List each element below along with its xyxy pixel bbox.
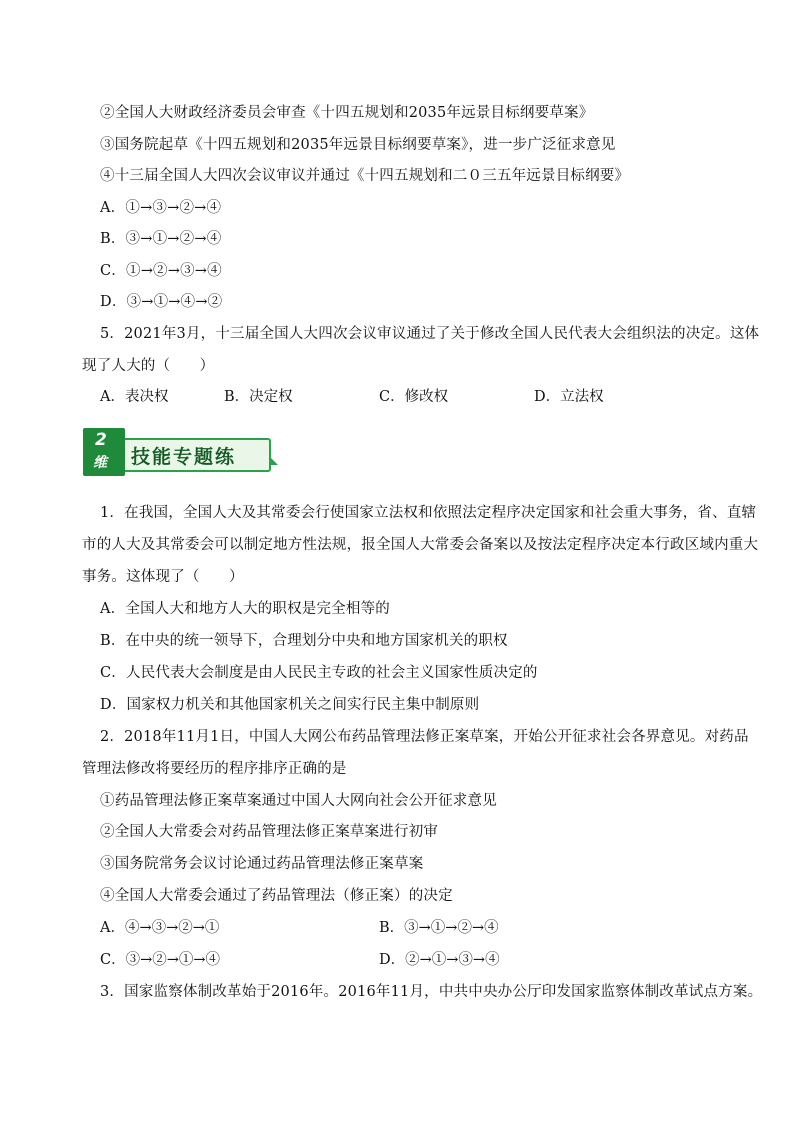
s1-stem-line-3: 事务。这体现了（ ） <box>82 569 244 585</box>
s1-stem-line-2: 市的人大及其常委会可以制定地方性法规，报全国人大常委会备案以及按法定程序决定本行政区域内重大 <box>82 537 759 553</box>
section-banner-bar <box>119 438 271 472</box>
q4-item-4: ④十三届全国人大四次会议审议并通过《十四五规划和二０三五年远景目标纲要》 <box>100 168 630 184</box>
q5-choice-d: D．立法权 <box>534 389 604 405</box>
q4-item-2: ②全国人大财政经济委员会审查《十四五规划和2035年远景目标纲要草案》 <box>100 105 594 121</box>
q4-choice-c: C．①→②→③→④ <box>100 263 222 279</box>
q4-choice-b: B．③→①→②→④ <box>100 231 222 247</box>
s2-item-1: ①药品管理法修正案草案通过中国人大网向社会公开征求意见 <box>100 793 497 809</box>
s2-choice-d: D．②→①→③→④ <box>379 952 500 968</box>
s2-choice-c: C．③→②→①→④ <box>100 952 221 968</box>
s1-choice-d: D．国家权力机关和其他国家机关之间实行民主集中制原则 <box>100 697 480 713</box>
s2-item-2: ②全国人大常委会对药品管理法修正案草案进行初审 <box>100 824 439 840</box>
s2-stem-line-1: 2．2018年11月1日，中国人大网公布药品管理法修正案草案，开始公开征求社会各界意见。对药品 <box>100 729 749 745</box>
q5-choice-a: A．表决权 <box>100 389 169 405</box>
section-number: 2 <box>95 430 107 450</box>
section-banner <box>83 428 278 476</box>
s1-choice-b: B．在中央的统一领导下，合理划分中央和地方国家机关的职权 <box>100 633 508 649</box>
q4-choice-d: D．③→①→④→② <box>100 294 223 310</box>
q4-choice-a: A．①→③→②→④ <box>100 200 222 216</box>
s2-choice-a: A．④→③→②→① <box>100 920 220 936</box>
q5-choice-b: B．决定权 <box>224 389 293 405</box>
section-badge <box>83 428 125 476</box>
q5-stem-line-2: 现了人大的（ ） <box>82 358 215 374</box>
s3-stem-line-1: 3．国家监察体制改革始于2016年。2016年11月，中共中央办公厅印发国家监察体制改革试点方案。 <box>100 984 763 1000</box>
s2-item-4: ④全国人大常委会通过了药品管理法（修正案）的决定 <box>100 888 453 904</box>
s1-choice-c: C．人民代表大会制度是由人民民主专政的社会主义国家性质决定的 <box>100 665 538 681</box>
section-unit: 维 <box>93 455 107 471</box>
q5-stem-line-1: 5．2021年3月，十三届全国人大四次会议审议通过了关于修改全国人民代表大会组织法的决定。这体 <box>100 326 760 342</box>
section-title: 技能专题练 <box>131 446 237 468</box>
s1-choice-a: A．全国人大和地方人大的职权是完全相等的 <box>100 601 390 617</box>
s2-item-3: ③国务院常务会议讨论通过药品管理法修正案草案 <box>100 856 424 872</box>
s1-stem-line-1: 1．在我国，全国人大及其常委会行使国家立法权和依照法定程序决定国家和社会重大事务，省、直辖 <box>100 505 757 521</box>
banner-corner-decoration <box>269 456 278 465</box>
s2-choice-b: B．③→①→②→④ <box>379 920 499 936</box>
s2-stem-line-2: 管理法修改将要经历的程序排序正确的是 <box>82 761 347 777</box>
q4-item-3: ③国务院起草《十四五规划和2035年远景目标纲要草案》，进一步广泛征求意见 <box>100 137 616 153</box>
q5-choice-c: C．修改权 <box>379 389 449 405</box>
